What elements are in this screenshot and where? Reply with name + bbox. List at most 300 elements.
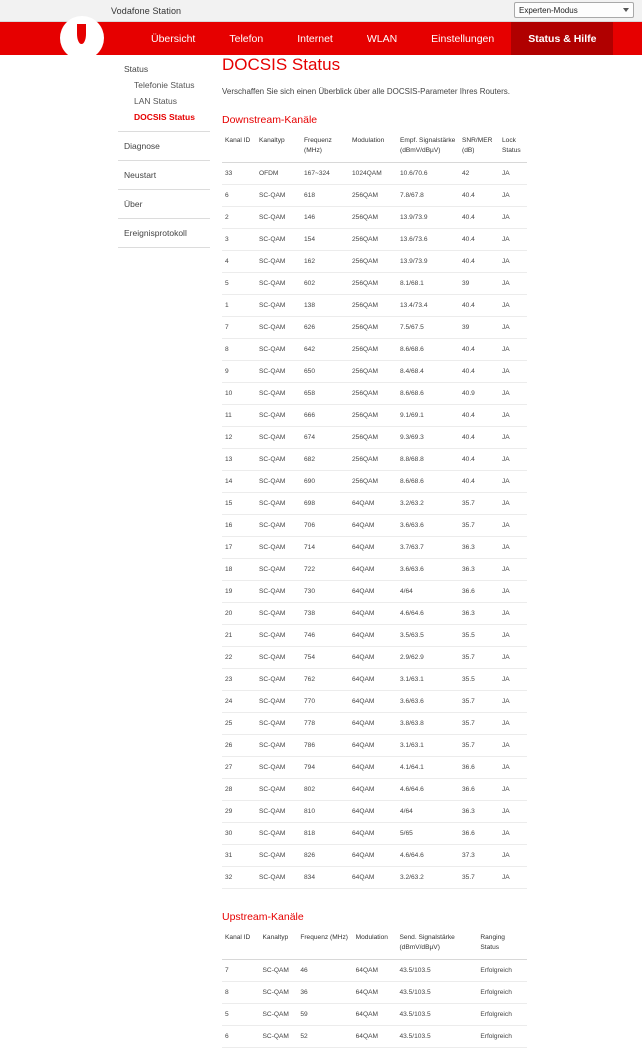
downstream-cell-3: 64QAM (349, 514, 397, 536)
downstream-cell-4: 8.8/68.8 (397, 448, 459, 470)
downstream-cell-2: 698 (301, 492, 349, 514)
upstream-cell-1: SC-QAM (260, 1025, 298, 1047)
downstream-cell-6: JA (499, 800, 527, 822)
downstream-cell-3: 256QAM (349, 448, 397, 470)
downstream-cell-6: JA (499, 426, 527, 448)
downstream-cell-6: JA (499, 448, 527, 470)
downstream-cell-5: 40.4 (459, 404, 499, 426)
downstream-cell-4: 5/65 (397, 822, 459, 844)
downstream-cell-0: 4 (222, 250, 256, 272)
table-row (222, 690, 527, 712)
downstream-cell-5: 36.3 (459, 558, 499, 580)
downstream-cell-5: 42 (459, 162, 499, 184)
table-row (222, 668, 527, 690)
downstream-cell-1: SC-QAM (256, 734, 301, 756)
downstream-cell-5: 35.7 (459, 514, 499, 536)
table-row (222, 206, 527, 228)
downstream-cell-2: 650 (301, 360, 349, 382)
downstream-cell-0: 22 (222, 646, 256, 668)
downstream-cell-5: 35.7 (459, 646, 499, 668)
downstream-cell-6: JA (499, 404, 527, 426)
downstream-cell-5: 37.3 (459, 844, 499, 866)
downstream-cell-4: 4/64 (397, 580, 459, 602)
downstream-cell-1: SC-QAM (256, 558, 301, 580)
downstream-cell-4: 3.6/63.6 (397, 558, 459, 580)
table-row (222, 228, 527, 250)
downstream-cell-5: 40.4 (459, 294, 499, 316)
upstream-cell-4: 43.5/103.5 (396, 959, 477, 981)
downstream-cell-6: JA (499, 162, 527, 184)
downstream-cell-2: 802 (301, 778, 349, 800)
downstream-cell-5: 35.7 (459, 492, 499, 514)
downstream-cell-0: 28 (222, 778, 256, 800)
upstream-heading: Upstream-Kanäle (222, 910, 304, 923)
downstream-cell-1: SC-QAM (256, 536, 301, 558)
downstream-cell-1: SC-QAM (256, 712, 301, 734)
downstream-cell-2: 834 (301, 866, 349, 888)
downstream-cell-6: JA (499, 646, 527, 668)
downstream-cell-3: 256QAM (349, 382, 397, 404)
downstream-cell-6: JA (499, 316, 527, 338)
upstream-table-head (222, 929, 527, 959)
downstream-cell-0: 13 (222, 448, 256, 470)
nav-item-status-hilfe[interactable]: Status & Hilfe (511, 22, 613, 55)
upstream-col-2: Frequenz (MHz) (297, 929, 352, 959)
downstream-cell-6: JA (499, 756, 527, 778)
chevron-down-icon (623, 8, 629, 12)
downstream-cell-4: 13.9/73.9 (397, 250, 459, 272)
downstream-cell-4: 3.6/63.6 (397, 690, 459, 712)
downstream-cell-6: JA (499, 734, 527, 756)
downstream-cell-0: 3 (222, 228, 256, 250)
table-row (222, 338, 527, 360)
downstream-cell-1: SC-QAM (256, 184, 301, 206)
downstream-cell-2: 690 (301, 470, 349, 492)
downstream-cell-1: SC-QAM (256, 448, 301, 470)
downstream-cell-2: 618 (301, 184, 349, 206)
sidebar-item-diagnose[interactable]: Diagnose (124, 141, 160, 151)
downstream-cell-6: JA (499, 294, 527, 316)
downstream-cell-1: OFDM (256, 162, 301, 184)
table-row (222, 866, 527, 888)
downstream-cell-1: SC-QAM (256, 800, 301, 822)
upstream-cell-3: 64QAM (353, 1003, 397, 1025)
table-row (222, 536, 527, 558)
upstream-col-0: Kanal ID (222, 929, 260, 959)
main-content (222, 55, 527, 1048)
downstream-cell-1: SC-QAM (256, 272, 301, 294)
downstream-cell-5: 36.3 (459, 536, 499, 558)
nav-item-uebersicht[interactable]: Übersicht (151, 32, 196, 45)
table-row (222, 404, 527, 426)
downstream-cell-0: 20 (222, 602, 256, 624)
table-row (222, 602, 527, 624)
downstream-cell-5: 39 (459, 272, 499, 294)
downstream-cell-4: 3.2/63.2 (397, 866, 459, 888)
downstream-cell-3: 64QAM (349, 866, 397, 888)
nav-item-wlan[interactable]: WLAN (366, 32, 398, 45)
downstream-cell-3: 256QAM (349, 470, 397, 492)
downstream-col-2: Frequenz (MHz) (301, 132, 349, 162)
downstream-cell-5: 36.6 (459, 580, 499, 602)
table-row (222, 646, 527, 668)
upstream-cell-1: SC-QAM (260, 981, 298, 1003)
downstream-cell-6: JA (499, 470, 527, 492)
downstream-cell-1: SC-QAM (256, 844, 301, 866)
upstream-cell-3: 64QAM (353, 981, 397, 1003)
downstream-cell-5: 36.6 (459, 822, 499, 844)
table-row (222, 800, 527, 822)
downstream-cell-4: 3.6/63.6 (397, 514, 459, 536)
downstream-cell-2: 786 (301, 734, 349, 756)
page-title: DOCSIS Status (222, 55, 341, 74)
page-intro: Verschaffen Sie sich einen Überblick über alle DOCSIS-Parameter Ihres Routers. (222, 87, 510, 96)
downstream-cell-1: SC-QAM (256, 822, 301, 844)
downstream-cell-0: 16 (222, 514, 256, 536)
sidebar-item-telefonie-status[interactable]: Telefonie Status (134, 80, 195, 90)
downstream-cell-1: SC-QAM (256, 866, 301, 888)
downstream-cell-2: 658 (301, 382, 349, 404)
downstream-cell-1: SC-QAM (256, 206, 301, 228)
downstream-cell-3: 64QAM (349, 602, 397, 624)
table-row (222, 959, 527, 981)
downstream-cell-0: 32 (222, 866, 256, 888)
upstream-cell-4: 43.5/103.5 (396, 981, 477, 1003)
sidebar-item-docsis-status[interactable]: DOCSIS Status (134, 112, 195, 122)
downstream-table-head (222, 132, 527, 162)
upstream-cell-2: 59 (297, 1003, 352, 1025)
sidebar-group-status (118, 55, 210, 132)
downstream-col-1: Kanaltyp (256, 132, 301, 162)
downstream-cell-4: 3.1/63.1 (397, 668, 459, 690)
downstream-cell-2: 770 (301, 690, 349, 712)
downstream-cell-1: SC-QAM (256, 404, 301, 426)
downstream-cell-4: 8.6/68.6 (397, 338, 459, 360)
mode-select-value: Experten-Modus (519, 5, 578, 15)
sidebar-item-lan-status[interactable]: LAN Status (134, 96, 177, 106)
table-row (222, 712, 527, 734)
upstream-table (222, 929, 527, 1048)
downstream-cell-5: 35.7 (459, 866, 499, 888)
downstream-cell-3: 64QAM (349, 822, 397, 844)
downstream-cell-2: 682 (301, 448, 349, 470)
table-row (222, 1003, 527, 1025)
downstream-cell-5: 40.4 (459, 184, 499, 206)
downstream-cell-3: 64QAM (349, 844, 397, 866)
downstream-col-3: Modulation (349, 132, 397, 162)
sidebar-item-ereignisprotokoll[interactable]: Ereignisprotokoll (124, 228, 187, 238)
downstream-cell-0: 14 (222, 470, 256, 492)
table-row (222, 294, 527, 316)
table-row (222, 981, 527, 1003)
mode-select[interactable] (514, 2, 634, 18)
downstream-cell-1: SC-QAM (256, 778, 301, 800)
table-row (222, 316, 527, 338)
downstream-cell-1: SC-QAM (256, 602, 301, 624)
downstream-cell-0: 6 (222, 184, 256, 206)
downstream-cell-0: 8 (222, 338, 256, 360)
downstream-cell-4: 3.7/63.7 (397, 536, 459, 558)
downstream-cell-2: 730 (301, 580, 349, 602)
upstream-col-1: Kanaltyp (260, 929, 298, 959)
downstream-cell-5: 40.4 (459, 250, 499, 272)
downstream-cell-3: 256QAM (349, 316, 397, 338)
downstream-cell-4: 8.4/68.4 (397, 360, 459, 382)
downstream-cell-2: 818 (301, 822, 349, 844)
downstream-cell-2: 666 (301, 404, 349, 426)
downstream-cell-1: SC-QAM (256, 492, 301, 514)
downstream-cell-6: JA (499, 778, 527, 800)
downstream-cell-1: SC-QAM (256, 580, 301, 602)
downstream-cell-3: 64QAM (349, 756, 397, 778)
downstream-cell-1: SC-QAM (256, 624, 301, 646)
upstream-cell-4: 43.5/103.5 (396, 1025, 477, 1047)
downstream-col-5: SNR/MER (dB) (459, 132, 499, 162)
nav-item-internet[interactable]: Internet (297, 32, 333, 45)
upstream-cell-5: Erfolgreich (477, 959, 527, 981)
downstream-cell-5: 36.3 (459, 800, 499, 822)
downstream-cell-0: 30 (222, 822, 256, 844)
table-row (222, 734, 527, 756)
downstream-heading: Downstream-Kanäle (222, 114, 318, 126)
upstream-cell-0: 8 (222, 981, 260, 1003)
downstream-cell-3: 256QAM (349, 228, 397, 250)
downstream-cell-6: JA (499, 822, 527, 844)
downstream-cell-3: 64QAM (349, 800, 397, 822)
downstream-cell-2: 154 (301, 228, 349, 250)
downstream-cell-2: 762 (301, 668, 349, 690)
downstream-cell-4: 2.9/62.9 (397, 646, 459, 668)
downstream-cell-3: 64QAM (349, 668, 397, 690)
upstream-cell-5: Erfolgreich (477, 1003, 527, 1025)
downstream-cell-2: 826 (301, 844, 349, 866)
table-row (222, 1025, 527, 1047)
downstream-cell-0: 18 (222, 558, 256, 580)
downstream-cell-3: 64QAM (349, 492, 397, 514)
downstream-cell-6: JA (499, 866, 527, 888)
downstream-cell-3: 256QAM (349, 404, 397, 426)
downstream-cell-5: 39 (459, 316, 499, 338)
sidebar-group-diagnose (118, 132, 210, 161)
table-row (222, 580, 527, 602)
downstream-cell-6: JA (499, 272, 527, 294)
downstream-cell-5: 35.7 (459, 712, 499, 734)
downstream-cell-0: 9 (222, 360, 256, 382)
downstream-cell-3: 64QAM (349, 646, 397, 668)
downstream-cell-3: 64QAM (349, 624, 397, 646)
downstream-cell-0: 23 (222, 668, 256, 690)
downstream-cell-0: 15 (222, 492, 256, 514)
downstream-cell-6: JA (499, 602, 527, 624)
downstream-cell-4: 3.2/63.2 (397, 492, 459, 514)
downstream-cell-1: SC-QAM (256, 250, 301, 272)
downstream-cell-5: 36.6 (459, 756, 499, 778)
downstream-cell-1: SC-QAM (256, 316, 301, 338)
table-row (222, 558, 527, 580)
sidebar (118, 55, 210, 248)
downstream-cell-4: 3.1/63.1 (397, 734, 459, 756)
downstream-cell-4: 13.4/73.4 (397, 294, 459, 316)
downstream-cell-6: JA (499, 558, 527, 580)
sidebar-item-ueber[interactable]: Über (124, 199, 143, 209)
downstream-table (222, 132, 527, 889)
downstream-cell-1: SC-QAM (256, 470, 301, 492)
upstream-cell-3: 64QAM (353, 1025, 397, 1047)
downstream-cell-3: 64QAM (349, 734, 397, 756)
downstream-cell-2: 626 (301, 316, 349, 338)
downstream-cell-2: 722 (301, 558, 349, 580)
downstream-cell-6: JA (499, 228, 527, 250)
downstream-cell-1: SC-QAM (256, 756, 301, 778)
downstream-cell-6: JA (499, 492, 527, 514)
downstream-cell-2: 714 (301, 536, 349, 558)
upstream-col-4: Send. Signalstärke (dBmV/dBµV) (396, 929, 477, 959)
downstream-cell-3: 256QAM (349, 250, 397, 272)
upstream-cell-4: 43.5/103.5 (396, 1003, 477, 1025)
upstream-cell-5: Erfolgreich (477, 981, 527, 1003)
downstream-cell-4: 8.6/68.6 (397, 382, 459, 404)
downstream-cell-3: 64QAM (349, 778, 397, 800)
downstream-cell-5: 35.7 (459, 734, 499, 756)
table-row (222, 514, 527, 536)
downstream-cell-4: 3.5/63.5 (397, 624, 459, 646)
downstream-cell-4: 3.8/63.8 (397, 712, 459, 734)
downstream-cell-5: 40.4 (459, 206, 499, 228)
downstream-cell-0: 19 (222, 580, 256, 602)
downstream-cell-2: 162 (301, 250, 349, 272)
table-row (222, 756, 527, 778)
downstream-cell-1: SC-QAM (256, 690, 301, 712)
downstream-cell-6: JA (499, 250, 527, 272)
table-row (222, 470, 527, 492)
upstream-cell-2: 36 (297, 981, 352, 1003)
downstream-cell-4: 13.6/73.6 (397, 228, 459, 250)
downstream-cell-4: 4.6/64.6 (397, 602, 459, 624)
downstream-cell-4: 9.3/69.3 (397, 426, 459, 448)
upstream-cell-0: 5 (222, 1003, 260, 1025)
downstream-cell-4: 7.8/67.8 (397, 184, 459, 206)
downstream-cell-3: 256QAM (349, 426, 397, 448)
upstream-cell-5: Erfolgreich (477, 1025, 527, 1047)
downstream-cell-0: 26 (222, 734, 256, 756)
downstream-cell-3: 256QAM (349, 360, 397, 382)
downstream-cell-6: JA (499, 514, 527, 536)
downstream-cell-0: 29 (222, 800, 256, 822)
downstream-cell-5: 40.9 (459, 382, 499, 404)
upstream-cell-3: 64QAM (353, 959, 397, 981)
nav-item-telefon[interactable]: Telefon (229, 32, 264, 45)
table-row (222, 624, 527, 646)
downstream-cell-1: SC-QAM (256, 228, 301, 250)
upstream-cell-0: 7 (222, 959, 260, 981)
downstream-cell-3: 64QAM (349, 536, 397, 558)
table-row (222, 778, 527, 800)
downstream-cell-3: 64QAM (349, 712, 397, 734)
downstream-cell-4: 8.1/68.1 (397, 272, 459, 294)
downstream-cell-6: JA (499, 690, 527, 712)
table-row (222, 184, 527, 206)
table-row (222, 844, 527, 866)
table-row (222, 250, 527, 272)
downstream-cell-6: JA (499, 382, 527, 404)
downstream-cell-2: 746 (301, 624, 349, 646)
downstream-cell-6: JA (499, 668, 527, 690)
downstream-cell-4: 4/64 (397, 800, 459, 822)
downstream-cell-0: 2 (222, 206, 256, 228)
browser-topbar (0, 0, 642, 22)
downstream-cell-3: 256QAM (349, 206, 397, 228)
downstream-cell-0: 7 (222, 316, 256, 338)
downstream-cell-2: 167~324 (301, 162, 349, 184)
downstream-cell-5: 35.5 (459, 624, 499, 646)
downstream-cell-6: JA (499, 206, 527, 228)
downstream-cell-2: 738 (301, 602, 349, 624)
downstream-cell-5: 35.7 (459, 690, 499, 712)
downstream-cell-0: 24 (222, 690, 256, 712)
downstream-cell-0: 27 (222, 756, 256, 778)
downstream-cell-2: 794 (301, 756, 349, 778)
downstream-cell-1: SC-QAM (256, 294, 301, 316)
downstream-cell-2: 138 (301, 294, 349, 316)
table-row (222, 272, 527, 294)
downstream-cell-3: 1024QAM (349, 162, 397, 184)
downstream-cell-4: 4.6/64.6 (397, 844, 459, 866)
downstream-cell-4: 7.5/67.5 (397, 316, 459, 338)
downstream-cell-2: 810 (301, 800, 349, 822)
upstream-cell-2: 52 (297, 1025, 352, 1047)
downstream-cell-4: 4.6/64.6 (397, 778, 459, 800)
downstream-table-body (222, 162, 527, 888)
downstream-cell-4: 13.9/73.9 (397, 206, 459, 228)
upstream-cell-1: SC-QAM (260, 959, 298, 981)
downstream-cell-4: 9.1/69.1 (397, 404, 459, 426)
table-row (222, 448, 527, 470)
downstream-cell-2: 778 (301, 712, 349, 734)
downstream-cell-0: 33 (222, 162, 256, 184)
upstream-cell-1: SC-QAM (260, 1003, 298, 1025)
sidebar-item-status[interactable]: Status (124, 64, 149, 74)
downstream-cell-3: 64QAM (349, 690, 397, 712)
downstream-cell-0: 1 (222, 294, 256, 316)
vodafone-logo-icon (60, 16, 104, 60)
table-row (222, 822, 527, 844)
downstream-cell-2: 146 (301, 206, 349, 228)
table-header-row (222, 929, 527, 959)
downstream-cell-1: SC-QAM (256, 382, 301, 404)
downstream-cell-5: 40.4 (459, 426, 499, 448)
downstream-cell-0: 12 (222, 426, 256, 448)
downstream-cell-0: 11 (222, 404, 256, 426)
downstream-cell-0: 17 (222, 536, 256, 558)
main-nav (134, 22, 613, 55)
sidebar-group-ereignisprotokoll (118, 219, 210, 248)
downstream-cell-2: 642 (301, 338, 349, 360)
downstream-cell-1: SC-QAM (256, 426, 301, 448)
downstream-cell-5: 40.4 (459, 360, 499, 382)
nav-item-einstellungen[interactable]: Einstellungen (431, 32, 495, 45)
upstream-table-body (222, 959, 527, 1047)
app-title: Vodafone Station (111, 5, 182, 16)
downstream-cell-1: SC-QAM (256, 646, 301, 668)
downstream-cell-3: 64QAM (349, 580, 397, 602)
downstream-cell-1: SC-QAM (256, 338, 301, 360)
downstream-cell-2: 674 (301, 426, 349, 448)
sidebar-item-neustart[interactable]: Neustart (124, 170, 157, 180)
downstream-cell-3: 256QAM (349, 184, 397, 206)
downstream-cell-5: 40.4 (459, 470, 499, 492)
downstream-cell-6: JA (499, 844, 527, 866)
downstream-cell-2: 754 (301, 646, 349, 668)
